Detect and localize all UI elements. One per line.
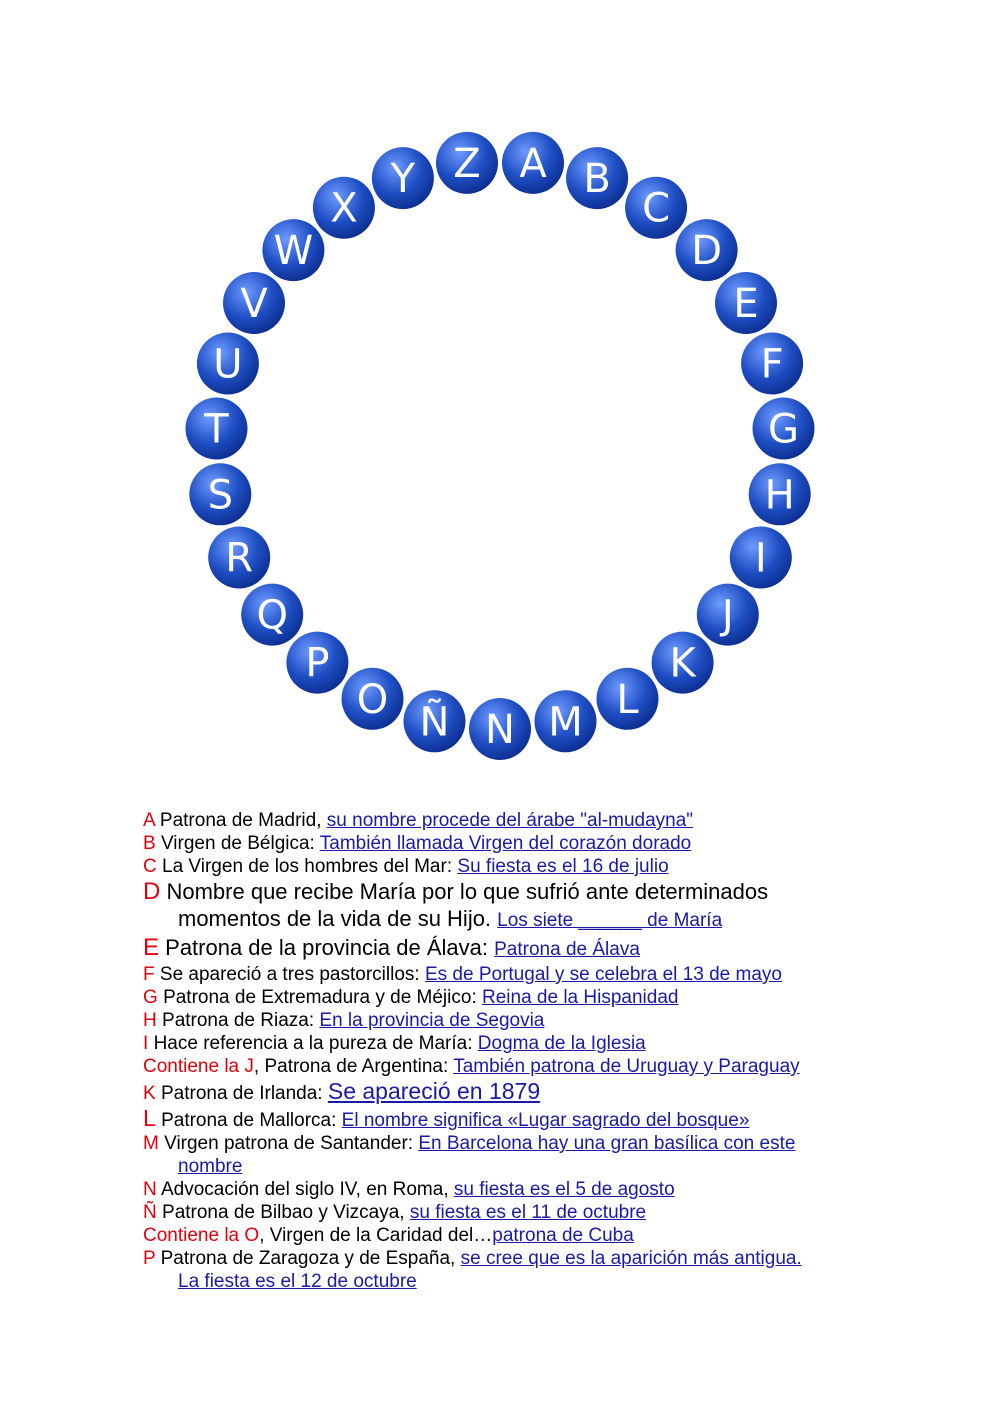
clue-text: Advocación del siglo IV, en Roma, xyxy=(160,1179,454,1200)
clue-key: L xyxy=(143,1105,156,1131)
clue-hint-link[interactable]: Reina de la Hispanidad xyxy=(482,987,679,1008)
clue-text: Patrona de Bilbao y Vizcaya, xyxy=(162,1202,410,1223)
ball-letter: B xyxy=(583,156,611,203)
clue-continuation xyxy=(143,1155,863,1178)
clue-hint-link[interactable]: El nombre significa «Lugar sagrado del bosque» xyxy=(341,1110,750,1131)
ball-letter: L xyxy=(616,676,639,723)
clue-key: Contiene la J xyxy=(143,1056,254,1077)
clue-key: B xyxy=(143,833,156,854)
ball-letter: Y xyxy=(390,156,416,203)
letter-ball-e xyxy=(715,272,777,334)
clue-o xyxy=(143,1224,863,1247)
clue-hint-link[interactable]: su fiesta es el 11 de octubre xyxy=(409,1202,647,1223)
ball-letter: K xyxy=(669,640,696,687)
clue-hint-link-2[interactable]: La fiesta es el 12 de octubre xyxy=(178,1271,417,1292)
clue-n xyxy=(143,1178,863,1201)
clue-hint-link[interactable]: Es de Portugal y se celebra el 13 de mayo xyxy=(424,964,782,985)
clue-key: H xyxy=(143,1010,157,1031)
clue-text: Patrona de Madrid, xyxy=(159,810,327,831)
clue-h xyxy=(143,1009,863,1032)
ball-letter: J xyxy=(721,592,734,639)
clue-d xyxy=(143,878,863,934)
clue-hint-link[interactable]: Su fiesta es el 16 de julio xyxy=(457,856,669,877)
ball-letter: A xyxy=(519,140,547,187)
ball-letter: F xyxy=(760,341,784,388)
letter-ball-u xyxy=(197,333,259,395)
clue-text: Patrona de Zaragoza y de España, xyxy=(160,1248,461,1269)
clue-text: , Virgen de la Caridad del… xyxy=(259,1225,493,1246)
clue-hint-link[interactable]: También llamada Virgen del corazón dorado xyxy=(319,833,692,854)
letter-ball-t xyxy=(186,398,248,460)
ball-letter: C xyxy=(642,185,671,232)
clue-k xyxy=(143,1078,863,1107)
clue-key: Ñ xyxy=(143,1202,157,1223)
letter-ball-z xyxy=(436,132,498,194)
clue-e xyxy=(143,934,863,963)
clue-key: M xyxy=(143,1133,159,1154)
letter-ball-p xyxy=(286,632,348,694)
clue-hint-link[interactable]: Patrona de Álava xyxy=(494,939,640,960)
ball-letter: I xyxy=(754,535,767,582)
clue-g xyxy=(143,986,863,1009)
ball-letter: R xyxy=(225,535,254,582)
clue-key: N xyxy=(143,1179,157,1200)
clue-text: , Patrona de Argentina: xyxy=(253,1056,454,1077)
ball-letter: G xyxy=(768,406,799,453)
ball-letter: O xyxy=(356,676,389,723)
clue-key: D xyxy=(143,878,161,905)
letter-ball-l xyxy=(597,668,659,730)
letter-ball-x xyxy=(313,177,375,239)
clue-hint-link[interactable]: En Barcelona hay una gran basílica con este xyxy=(418,1133,796,1154)
clue-hint-link-2[interactable]: nombre xyxy=(178,1156,243,1177)
clue-i xyxy=(143,1032,863,1055)
clue-key: Contiene la O xyxy=(143,1225,260,1246)
letter-ball-r xyxy=(208,527,270,589)
clue-enye xyxy=(143,1201,863,1224)
letter-ball-s xyxy=(189,463,251,525)
letter-ball-o xyxy=(342,668,404,730)
letter-ball-d xyxy=(676,219,738,281)
letter-ball-m xyxy=(535,690,597,752)
letter-ball-b xyxy=(566,147,628,209)
clue-hint-link[interactable]: Dogma de la Iglesia xyxy=(477,1033,646,1054)
clue-key: C xyxy=(143,856,157,877)
clue-hint-link[interactable]: En la provincia de Segovia xyxy=(319,1010,545,1031)
ball-letter: T xyxy=(204,406,229,453)
clue-m xyxy=(143,1132,863,1178)
ball-letter: N xyxy=(485,707,515,753)
clue-c xyxy=(143,855,863,878)
clue-text: Nombre que recibe María por lo que sufrió ante determinados xyxy=(166,879,769,904)
clue-text: Patrona de Extremadura y de Méjico: xyxy=(163,987,482,1008)
clue-hint-link[interactable]: su fiesta es el 5 de agosto xyxy=(453,1179,675,1200)
letter-ball-y xyxy=(372,147,434,209)
ball-letter: P xyxy=(305,640,330,687)
clue-text: Patrona de Riaza: xyxy=(162,1010,320,1031)
clue-key: P xyxy=(143,1248,156,1269)
clue-hint-link[interactable]: Los siete ______ de María xyxy=(497,910,723,931)
ball-letter: M xyxy=(548,699,583,746)
ball-letter: U xyxy=(213,341,243,388)
letter-ball-h xyxy=(749,463,811,525)
ball-letter: W xyxy=(273,228,314,275)
clue-text: Virgen de Bélgica: xyxy=(160,833,320,854)
clue-text: Hace referencia a la pureza de María: xyxy=(153,1033,478,1054)
clue-f xyxy=(143,963,863,986)
letter-ball-w xyxy=(262,219,324,281)
clue-l xyxy=(143,1107,863,1132)
ball-letter: V xyxy=(240,281,268,327)
ball-letter: H xyxy=(764,472,795,519)
letter-ball-v xyxy=(223,272,285,334)
clue-key: G xyxy=(143,987,158,1008)
clue-text: Se apareció a tres pastorcillos: xyxy=(159,964,425,985)
ball-letter: Z xyxy=(453,140,481,187)
letter-ball-f xyxy=(741,333,803,395)
letter-ball-c xyxy=(625,177,687,239)
letter-ball-a xyxy=(502,132,564,194)
ball-letter: E xyxy=(733,281,759,327)
letter-ball-ñ xyxy=(404,690,466,752)
clue-p xyxy=(143,1247,863,1293)
clue-hint-link[interactable]: su nombre procede del árabe "al-mudayna" xyxy=(326,810,694,831)
ball-letter: X xyxy=(330,185,358,232)
clue-hint-link[interactable]: También patrona de Uruguay y Paraguay xyxy=(453,1056,800,1077)
letter-ball-j xyxy=(697,584,759,646)
clue-continuation xyxy=(143,1270,863,1293)
clue-j xyxy=(143,1055,863,1078)
clue-text: Patrona de Mallorca: xyxy=(161,1110,342,1131)
letter-ball-g xyxy=(753,398,815,460)
ball-letter: Ñ xyxy=(419,699,450,746)
clue-text: La Virgen de los hombres del Mar: xyxy=(162,856,458,877)
clue-hint-link[interactable]: se cree que es la aparición más antigua. xyxy=(460,1248,802,1269)
letter-ball-i xyxy=(730,527,792,589)
clue-a xyxy=(143,809,863,832)
clue-key: E xyxy=(143,934,160,961)
clue-text: Virgen patrona de Santander: xyxy=(164,1133,419,1154)
clue-hint-link[interactable]: patrona de Cuba xyxy=(492,1225,634,1246)
clue-text-2: momentos de la vida de su Hijo. xyxy=(178,906,498,931)
letter-ball-q xyxy=(241,584,303,646)
letter-ball-n xyxy=(469,698,531,760)
clue-text: Patrona de la provincia de Álava: xyxy=(165,935,495,960)
clue-key: I xyxy=(143,1033,149,1054)
letter-ball-k xyxy=(652,632,714,694)
clue-hint-link[interactable]: Se apareció en 1879 xyxy=(327,1078,541,1104)
ball-letter: Q xyxy=(256,592,288,639)
clue-key: A xyxy=(143,810,155,831)
clue-b xyxy=(143,832,863,855)
clue-continuation xyxy=(143,905,863,934)
clue-key: K xyxy=(143,1083,156,1104)
clue-key: F xyxy=(143,964,155,985)
clue-text: Patrona de Irlanda: xyxy=(160,1083,328,1104)
ball-letter: D xyxy=(691,228,723,275)
ball-letter: S xyxy=(207,472,233,519)
clue-list xyxy=(143,809,863,1293)
